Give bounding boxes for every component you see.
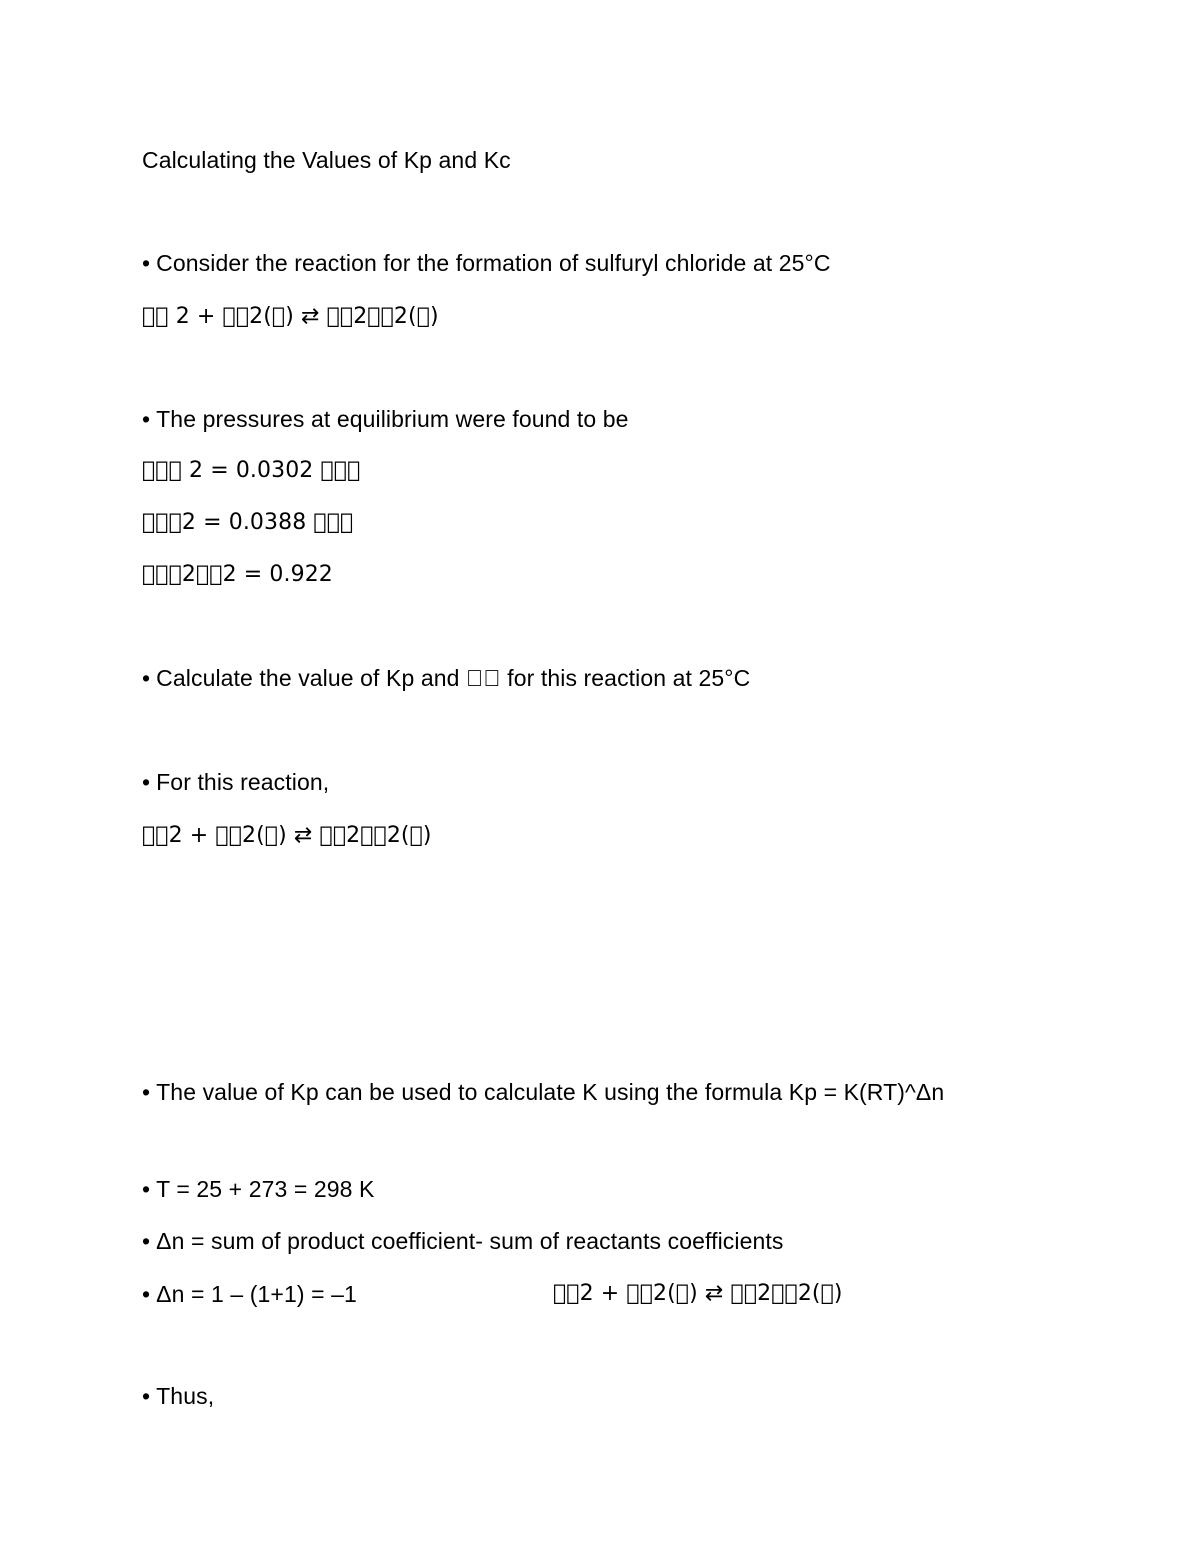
bullet-icon: • [142,1079,151,1105]
temperature-text: T = 25 + 273 = 298 K [156,1176,375,1202]
bullet-temperature [142,1174,375,1204]
pressure-line-1:     2 = 0.0302     [142,458,361,483]
kp-formula-text: The value of Kp can be used to calculate K using the formula Kp = K(RT)^Δn [156,1079,945,1105]
document-title: Calculating the Values of Kp and Kc [142,147,511,173]
bullet-icon: • [142,1176,151,1202]
pressure-line-3:    2  2 = 0.922 [142,562,333,587]
bullet-delta-n-calculation [142,1279,357,1309]
bullet-icon: • [142,1383,151,1409]
bullet-icon: • [142,250,151,276]
bullet-for-reaction [142,767,329,797]
for-reaction-text: For this reaction, [156,769,330,795]
bullet-thus [142,1381,214,1411]
bullet-calculate [142,663,750,693]
reaction-equation-3:   2 +   2( ) ⇄   2  2( ) [553,1281,843,1306]
bullet-consider [142,248,831,278]
delta-n-definition-text: Δn = sum of product coefficient- sum of reactants coefficients [156,1228,784,1254]
reaction-equation-1:    2 +   2( ) ⇄   2  2( ) [142,304,439,329]
bullet-icon: • [142,406,151,432]
pressures-intro-text: The pressures at equilibrium were found to be [156,406,629,432]
consider-text: Consider the reaction for the formation of sulfuryl chloride at 25°C [156,250,831,276]
bullet-icon: • [142,769,151,795]
bullet-pressures [142,404,629,434]
pressure-line-2:    2 = 0.0388     [142,510,354,535]
bullet-kp-formula [142,1077,944,1107]
thus-text: Thus, [156,1383,215,1409]
reaction-equation-2:   2 +   2( ) ⇄   2  2( ) [142,823,432,848]
delta-n-calculation-text: Δn = 1 – (1+1) = –1 [156,1281,357,1307]
bullet-icon: • [142,665,151,691]
bullet-icon: • [142,1281,151,1307]
bullet-delta-n-definition [142,1226,783,1256]
bullet-icon: • [142,1228,151,1254]
calculate-text: Calculate the value of Kp and    for this reaction at 25°C [156,665,751,691]
